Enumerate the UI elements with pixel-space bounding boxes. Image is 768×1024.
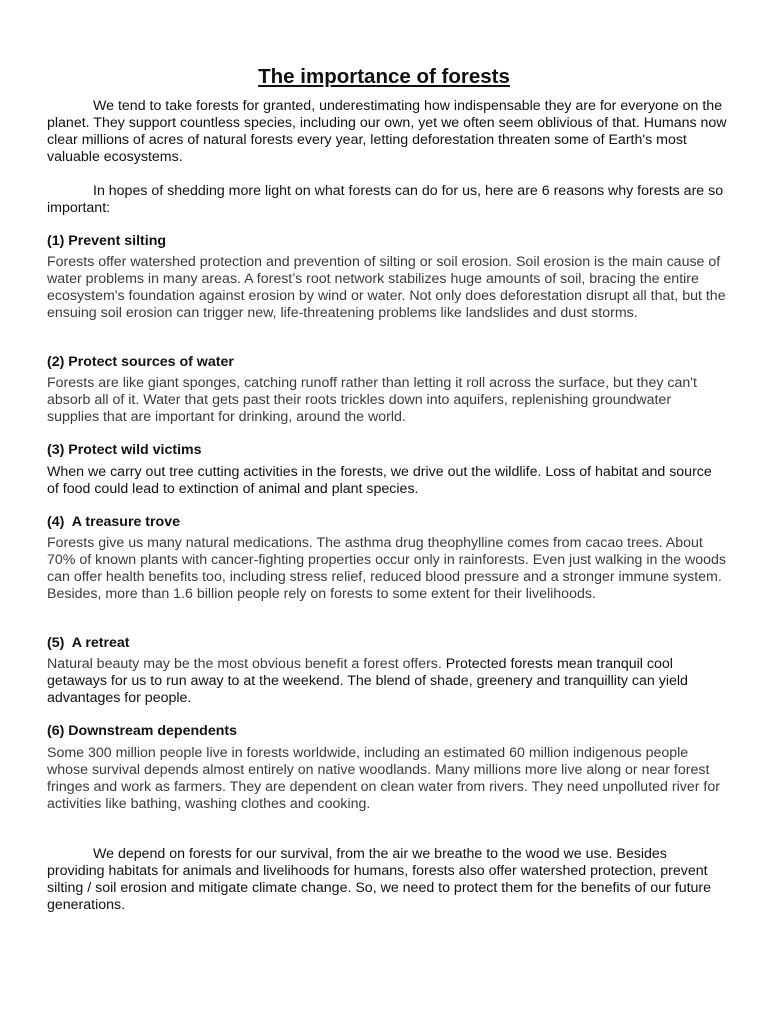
intro-paragraph-1: We tend to take forests for granted, underestimating how indispensable they are for everyone on the planet. They support countless species, including our own, yet we often seem oblivious of that. Humans now clear millions of acres of natural forests every year, letting deforestation threaten some of Earth's most valuable ecosystems. bbox=[47, 98, 727, 165]
section-3-body: When we carry out tree cutting activities in the forests, we drive out the wildlife. Loss of habitat and source of food could lead to extinction of animal and plant species. bbox=[47, 464, 712, 497]
section-2-body: Forests are like giant sponges, catching runoff rather than letting it roll across the surface, but they can't absorb all of it. Water that gets past their roots trickles down into aquifers, replenishing groundwater supplies that are important for drinking, around the world. bbox=[47, 375, 697, 425]
section-5-body-part-1: Natural beauty may be the most obvious benefit a forest offers. bbox=[47, 656, 446, 672]
section-2-heading: (2) Protect sources of water bbox=[47, 354, 234, 370]
section-1-body: Forests offer watershed protection and prevention of silting or soil erosion. Soil erosion is the main cause of water problems in many areas. A forest’s root network stabilizes huge amounts of soil, bracing the entire ecosystem's foundation against erosion by wind or water. Not only does deforestation disrupt all that, but the ensuing soil erosion can trigger new, life-threatening problems like landslides and dust storms. bbox=[47, 254, 726, 321]
section-5-body bbox=[47, 656, 727, 707]
intro-paragraph-2: In hopes of shedding more light on what forests can do for us, here are 6 reasons why forests are so important: bbox=[47, 183, 724, 216]
section-1-heading: (1) Prevent silting bbox=[47, 233, 167, 249]
section-6-heading: (6) Downstream dependents bbox=[47, 723, 237, 739]
section-4-body: Forests give us many natural medications. The asthma drug theophylline comes from cacao trees. About 70% of known plants with cancer-fighting properties occur only in rainforests. Even just walking in the woods can offer health benefits too, including stress relief, reduced blood pressure and a stronger immune system. Besides, more than 1.6 billion people rely on forests to some extent for their livelihoods. bbox=[47, 535, 726, 602]
conclusion-paragraph: We depend on forests for our survival, from the air we breathe to the wood we use. Besides providing habitats for animals and livelihoods for humans, forests also offer watershed protection, prevent silting / soil erosion and mitigate climate change. So, we need to protect them for the benefits of our future generations. bbox=[47, 846, 712, 913]
section-4-heading: (4) A treasure trove bbox=[47, 514, 180, 530]
section-5-heading: (5) A retreat bbox=[47, 635, 130, 651]
section-5-body-part-2: Protected forests mean tranquil cool getaways for us to run away to at the weekend. The blend of shade, greenery and tranquillity can yield advantages for people. bbox=[47, 656, 688, 706]
section-3-heading: (3) Protect wild victims bbox=[47, 442, 202, 458]
section-6-body: Some 300 million people live in forests worldwide, including an estimated 60 million indigenous people whose survival depends almost entirely on native woodlands. Many millions more live along or near forest fringes and work as farmers. They are dependent on clean water from rivers. They need unpolluted river for activities like bathing, washing clothes and cooking. bbox=[47, 745, 720, 812]
document-title: The importance of forests bbox=[258, 65, 510, 88]
